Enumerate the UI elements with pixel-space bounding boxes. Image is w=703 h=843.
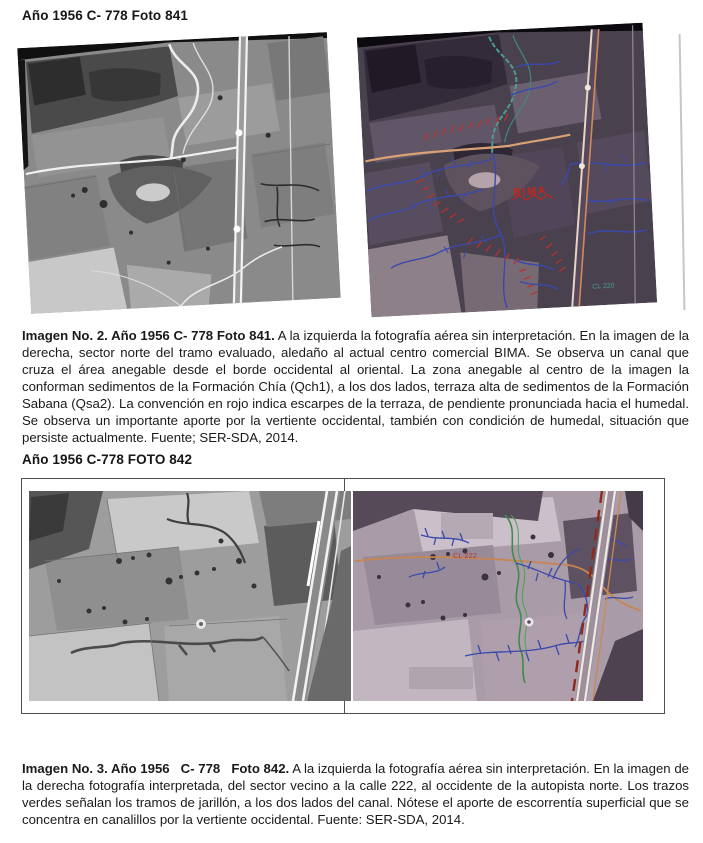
film-edge-line: [679, 34, 686, 310]
calle-220-label: CL 220: [592, 282, 615, 291]
aerial-photo-842-original-drawing: [29, 491, 351, 701]
bima-label: BIMA: [512, 184, 548, 199]
caption-imagen-3: [22, 760, 689, 828]
aerial-photo-841-interpreted-drawing: [357, 23, 657, 318]
caption-imagen-2-body: A la izquierda la fotografía aérea sin interpretación. En la imagen de la derecha, sector norte del tramo evaluado, aledaño al actual centro comercial BIMA. Se observa un canal que cruza el área anegable desde el borde occidental al oriental. La zona anegable al centro de la imagen la conforman sedimentos de la Formación Chía (Qch1), a los dos lados, terraza alta de sedimentos de la Formación Sabana (Qsa2). La convención en rojo indica escarpes de la terraza, de pendiente pronunciada hacia el humedal. Se observa un importante aporte por la vertiente occidental, también con condición de humedal, situación que persiste actualmente. Fuente; SER-SDA, 2014.: [22, 328, 689, 445]
page-title-foto-841: Año 1956 C- 778 Foto 841: [22, 8, 188, 23]
aerial-photo-842-interpreted: [353, 491, 643, 701]
aerial-photo-841-original: [17, 32, 340, 314]
aerial-photo-842-interpreted-drawing: [353, 491, 643, 701]
caption-imagen-2: [22, 327, 689, 446]
aerial-photo-842-original: [29, 491, 351, 701]
caption-imagen-3-body: A la izquierda la fotografía aérea sin interpretación. En la imagen de la derecha fotografía interpretada, del sector vecino a la calle 222, al occidente de la autopista norte. Los trazos verdes señalan los tramos de jarillón, a los dos lados del canal. Nótese el aporte de escorrentía superficial que se concentra en canalillos por la vertiente occidental. Fuente: SER-SDA, 2014.: [22, 761, 689, 827]
caption-imagen-3-lead: Imagen No. 3. Año 1956 C- 778 Foto 842.: [22, 761, 290, 776]
page-title-foto-842: Año 1956 C-778 FOTO 842: [22, 452, 193, 467]
aerial-photo-841-original-drawing: [17, 32, 340, 314]
figure-table-foto-842: [21, 478, 665, 714]
aerial-photo-841-interpreted: [357, 23, 657, 318]
calle-222-label: CL 222: [453, 551, 477, 560]
caption-imagen-2-lead: Imagen No. 2. Año 1956 C- 778 Foto 841.: [22, 328, 275, 343]
